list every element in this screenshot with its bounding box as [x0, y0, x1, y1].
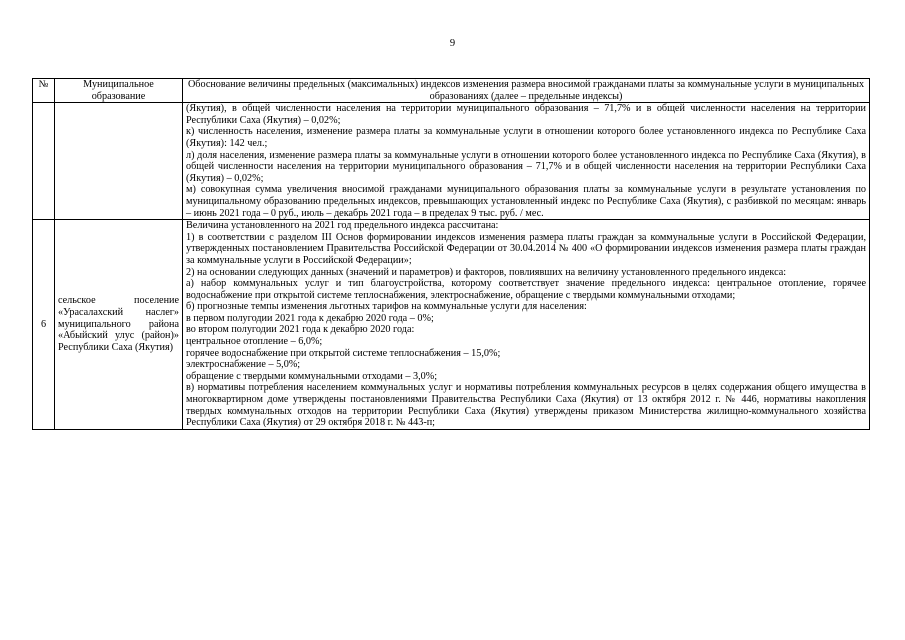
- table-row-6: [33, 220, 870, 430]
- municipality-name: сельское поселение «Урасалахский наслег» муниципального района «Абыйский улус (район)» Республики Саха (Якутия): [58, 295, 179, 353]
- table-row-continuation: [33, 103, 870, 220]
- justification-cell: [183, 220, 870, 430]
- paragraph: л) доля населения, изменение размера платы за коммунальные услуги в отношении которого более установленного индекса по Республике Саха (Якутия), в общей численности населения на территории муниципального образования – 71,7% и в общей численности населения на территории Республики Саха (Якутия) – 0,02%;: [186, 149, 866, 184]
- indices-table: [32, 78, 870, 430]
- paragraph: горячее водоснабжение при открытой системе теплоснабжения – 15,0%;: [186, 347, 501, 359]
- paragraph: Величина установленного на 2021 год предельного индекса рассчитана:: [186, 220, 499, 232]
- header-municipality: Муниципальное образование: [55, 79, 183, 103]
- paragraph: центральное отопление – 6,0%;: [186, 336, 323, 348]
- paragraph: 2) на основании следующих данных (значений и параметров) и факторов, повлиявших на величину установленного предельного индекса:: [186, 266, 787, 278]
- paragraph: м) совокупная сумма увеличения вносимой гражданами муниципального образования платы за коммунальные услуги в результате установления по муниципальному образованию предельных индексов, превышающих установленный индекс по Республике Саха (Якутия), с разбивкой по месяцам: январь – июнь 2021 года – 0 руб., июль – декабрь 2021 года – в пределах 9 тыс. руб. / мес.: [186, 184, 866, 219]
- continuation-justification-cell: [183, 103, 870, 220]
- header-justification: Обоснование величины предельных (максимальных) индексов изменения размера вносимой гражданами платы за коммунальные услуги в муниципальных образованиях (далее – предельные индексы): [183, 79, 870, 103]
- paragraph: во втором полугодии 2021 года к декабрю 2020 года:: [186, 324, 415, 336]
- page-number: 9: [449, 38, 456, 49]
- table-header-row: [33, 79, 870, 103]
- paragraph: в) нормативы потребления населением коммунальных услуг и нормативы потребления коммунальных ресурсов в целях содержания общего имущества в многоквартирном доме утверждены постановлениями Правительства Республики Саха (Якутия) от 13 октября 2012 г. № 446, нормативы накопления твердых коммунальных отходов на территории Республики Саха (Якутия) утверждены приказом Министерства жилищно-коммунального хозяйства Республики Саха (Якутия) от 29 октября 2018 г. № 443-п;: [186, 382, 866, 429]
- continuation-num-cell: [33, 103, 55, 220]
- continuation-municipality-cell: [55, 103, 183, 220]
- paragraph: обращение с твердыми коммунальными отходами – 3,0%;: [186, 370, 438, 382]
- row-number: 6: [33, 220, 55, 430]
- paragraph: к) численность населения, изменение размера платы за коммунальные услуги в отношении которого более установленного индекса по Республике Саха (Якутия): 142 чел.;: [186, 126, 866, 149]
- municipality-cell: [55, 220, 183, 430]
- paragraph: в первом полугодии 2021 года к декабрю 2020 года – 0%;: [186, 312, 434, 324]
- header-num: №: [33, 79, 55, 103]
- paragraph: 1) в соответствии с разделом III Основ формировании индексов изменения размера платы граждан за коммунальные услуги в Российской Федерации, утвержденных постановлением Правительства Российской Федерации от 30.04.2014 № 400 «О формировании индексов изменения размера платы граждан за коммунальные услуги в Российской Федерации»;: [186, 231, 866, 266]
- paragraph: (Якутия), в общей численности населения на территории муниципального образования – 71,7% и в общей численности населения на территории Республики Саха (Якутия) – 0,02%;: [186, 103, 866, 126]
- paragraph: электроснабжение – 5,0%;: [186, 359, 301, 371]
- paragraph: а) набор коммунальных услуг и тип благоустройства, которому соответствует значение предельного индекса: центральное отопление, горячее водоснабжение при открытой системе теплоснабжения, электроснабжение, обращение с твердыми коммунальными отходами;: [186, 278, 866, 301]
- paragraph: б) прогнозные темпы изменения льготных тарифов на коммунальные услуги для населения:: [186, 301, 587, 313]
